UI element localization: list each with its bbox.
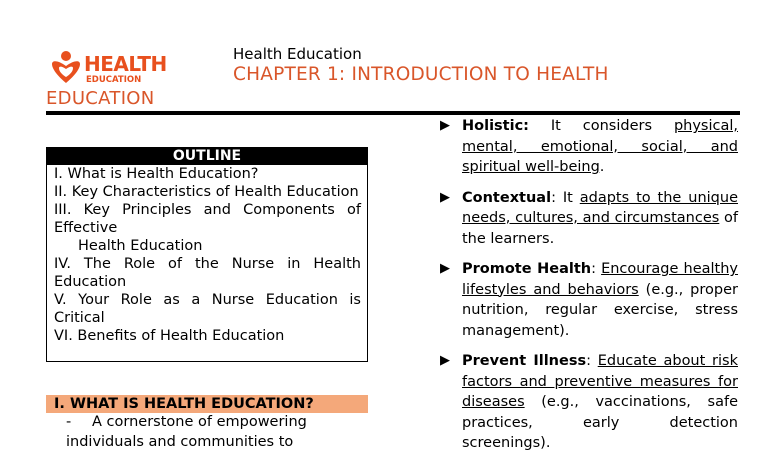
logo-text-main: HEALTH — [84, 52, 167, 76]
outline-item: VI. Benefits of Health Education — [54, 328, 285, 344]
logo-text-sub: EDUCATION — [86, 75, 142, 85]
item-pre: : — [591, 261, 602, 277]
header-subtitle: Health Education — [233, 45, 362, 63]
chapter-title: CHAPTER 1: INTRODUCTION TO HEALTH — [233, 64, 609, 85]
item-pre: : — [586, 353, 598, 369]
outline-item: I. What is Health Education? — [54, 166, 259, 182]
item-pre: : It — [551, 189, 580, 206]
item-term: Holistic: — [462, 118, 529, 134]
outline-item: Health Education — [78, 238, 203, 254]
outline-item: IV. The Role of the Nurse in Health Education — [54, 256, 361, 290]
section-bullet — [66, 412, 368, 452]
triangle-right-icon: ▶ — [440, 189, 450, 205]
item-underlined: adapts to the unique needs, cultures, and circumstances — [462, 189, 738, 226]
item-underlined: Encourage healthy lifestyles and behaviors — [462, 261, 739, 298]
list-item — [440, 188, 738, 250]
bullet-dash: - — [66, 414, 72, 430]
characteristics-list — [440, 116, 738, 464]
list-item — [440, 116, 738, 178]
outline-item: V. Your Role as a Nurse Education is Critical — [54, 292, 361, 326]
triangle-right-icon: ▶ — [440, 353, 450, 368]
item-term: Prevent Illness — [462, 353, 587, 369]
list-item — [440, 351, 738, 454]
item-pre: It considers — [528, 118, 674, 134]
item-post: (e.g., proper nutrition, regular exercise, stress management). — [462, 281, 738, 339]
outline-item: III. Key Principles and Components of Effective — [54, 202, 361, 236]
section-heading: I. WHAT IS HEALTH EDUCATION? — [46, 395, 368, 413]
brand-title-line2: EDUCATION — [46, 88, 155, 109]
item-underlined: physical, mental, emotional, social, and spiritual well-being — [462, 118, 738, 175]
outline-box — [46, 147, 368, 362]
triangle-right-icon: ▶ — [440, 261, 450, 276]
heart-person-icon — [48, 50, 84, 86]
item-term: Contextual — [462, 189, 552, 206]
item-term: Promote Health — [462, 261, 592, 277]
list-item — [440, 259, 738, 341]
outline-title: OUTLINE — [47, 148, 367, 165]
header-divider — [46, 111, 740, 115]
item-post: of the learners. — [462, 210, 738, 247]
item-underlined: Educate about risk factors and preventive measures for diseases — [462, 353, 738, 410]
health-education-logo — [48, 48, 167, 88]
item-post: (e.g., vaccinations, safe practices, early detection screenings). — [462, 394, 738, 451]
item-post: . — [599, 159, 605, 175]
outline-list — [47, 165, 367, 345]
outline-item: II. Key Characteristics of Health Education — [54, 184, 359, 200]
triangle-right-icon: ▶ — [440, 118, 450, 133]
section-bullet-text: A cornerstone of empowering individuals and communities to — [66, 414, 307, 450]
